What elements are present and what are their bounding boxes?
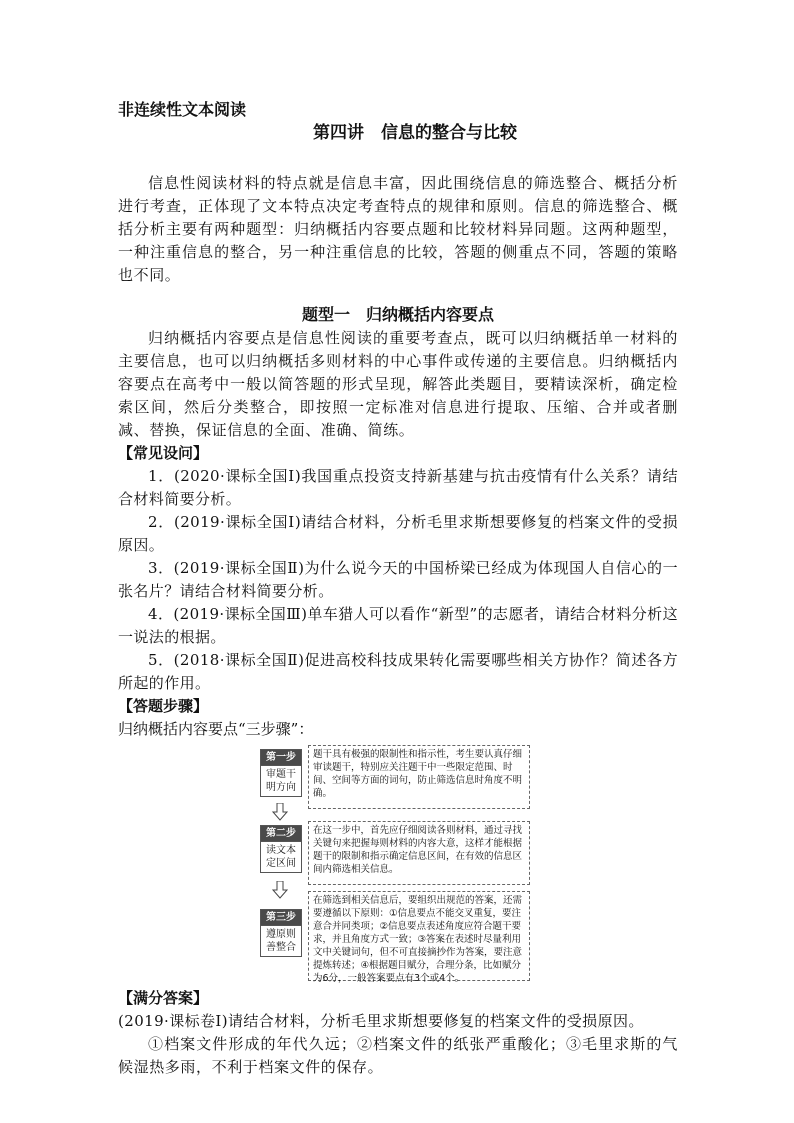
section-description: 归纳概括内容要点是信息性阅读的重要考查点，既可以归纳概括单一材料的主要信息，也可以归纳概括多则材料的中心事件或传递的主要信息。归纳概括内容要点在高考中一般以简答题的形式呈现，解答此类题目，要精读深析，确定检索区间，然后分类整合，即按照一定标准对信息进行提取、压缩、合并或者删减、替换，保证信息的全面、准确、简练。 bbox=[118, 329, 678, 439]
step-box-1 bbox=[260, 749, 302, 797]
step-label: 第一步 bbox=[261, 750, 301, 766]
series-title: 非连续性文本阅读 bbox=[118, 100, 247, 119]
down-arrow-icon bbox=[272, 881, 288, 899]
question-item: 3．(2019·课标全国Ⅱ)为什么说今天的中国桥梁已经成为体现国人自信心的一张名片？请结合材料简要分析。 bbox=[118, 559, 678, 600]
intro-paragraph: 信息性阅读材料的特点就是信息丰富，因此围绕信息的筛选整合、概括分析进行考查，正体现了文本特点决定考查特点的规律和原则。信息的筛选整合、概括分析主要有两种题型：归纳概括内容要点题和比较材料异同题。这两种题型，一种注重信息的整合，另一种注重信息的比较，答题的侧重点不同，答题的策略也不同。 bbox=[118, 174, 678, 284]
step-label: 第三步 bbox=[261, 910, 301, 926]
step-description-2: 在这一步中，首先应仔细阅读各则材料，通过寻找关键句来把握每则材料的内容大意，这样才能根据题干的限制和指示确定信息区间，在有效的信息区间内筛选相关信息。 bbox=[308, 821, 530, 885]
step-box-3 bbox=[260, 909, 302, 957]
steps-heading: 【答题步骤】 bbox=[118, 697, 209, 715]
question-item: 2．(2019·课标全国Ⅰ)请结合材料，分析毛里求斯想要修复的档案文件的受损原因。 bbox=[118, 513, 678, 554]
down-arrow-icon bbox=[272, 803, 288, 821]
section-title: 题型一 归纳概括内容要点 bbox=[301, 305, 494, 324]
step-action: 读文本定区间 bbox=[266, 845, 296, 869]
step-label: 第二步 bbox=[261, 826, 301, 842]
step-box-2 bbox=[260, 825, 302, 873]
full-answer-question: (2019·课标卷Ⅰ)请结合材料，分析毛里求斯想要修复的档案文件的受损原因。 bbox=[118, 1012, 644, 1030]
step-description-1: 题干具有极强的限制性和指示性，考生要认真仔细审读题干，特别应关注题干中一些限定范围、时间、空间等方面的词句，防止筛选信息时角度不明确。 bbox=[308, 745, 530, 809]
common-questions-heading: 【常见设问】 bbox=[118, 444, 209, 462]
step-description-3: 在筛选到相关信息后，要组织出规范的答案，还需要遵循以下原则：①信息要点不能交叉重复，要注意合并同类项；②信息要点表述角度应符合题干要求，并且角度方式一致；③答案在表述时尽量利用文中关键词句，但不可直接摘抄作为答案，要注意提炼转述；④根据题目赋分，合理分条，比如赋分为6分，一般答案要点有3个或4个。 bbox=[308, 891, 530, 981]
step-action: 遵原则善整合 bbox=[266, 929, 296, 953]
document-body bbox=[118, 98, 678, 1079]
lecture-title: 第四讲 信息的整合与比较 bbox=[313, 123, 517, 143]
question-item: 4．(2019·课标全国Ⅲ)单车猎人可以看作“新型”的志愿者，请结合材料分析这一说法的根据。 bbox=[118, 605, 678, 646]
step-action: 审题干明方向 bbox=[266, 769, 296, 793]
question-item: 1．(2020·课标全国Ⅰ)我国重点投资支持新基建与抗击疫情有什么关系？请结合材料简要分析。 bbox=[118, 467, 678, 508]
three-steps-diagram bbox=[258, 745, 558, 984]
full-answer-text: ①档案文件形成的年代久远；②档案文件的纸张严重酸化；③毛里求斯的气候湿热多雨，不利于档案文件的保存。 bbox=[118, 1035, 678, 1076]
question-item: 5．(2018·课标全国Ⅱ)促进高校科技成果转化需要哪些相关方协作？简述各方所起的作用。 bbox=[118, 651, 678, 692]
full-answer-heading: 【满分答案】 bbox=[118, 989, 209, 1007]
steps-lead: 归纳概括内容要点“三步骤”： bbox=[118, 720, 314, 738]
